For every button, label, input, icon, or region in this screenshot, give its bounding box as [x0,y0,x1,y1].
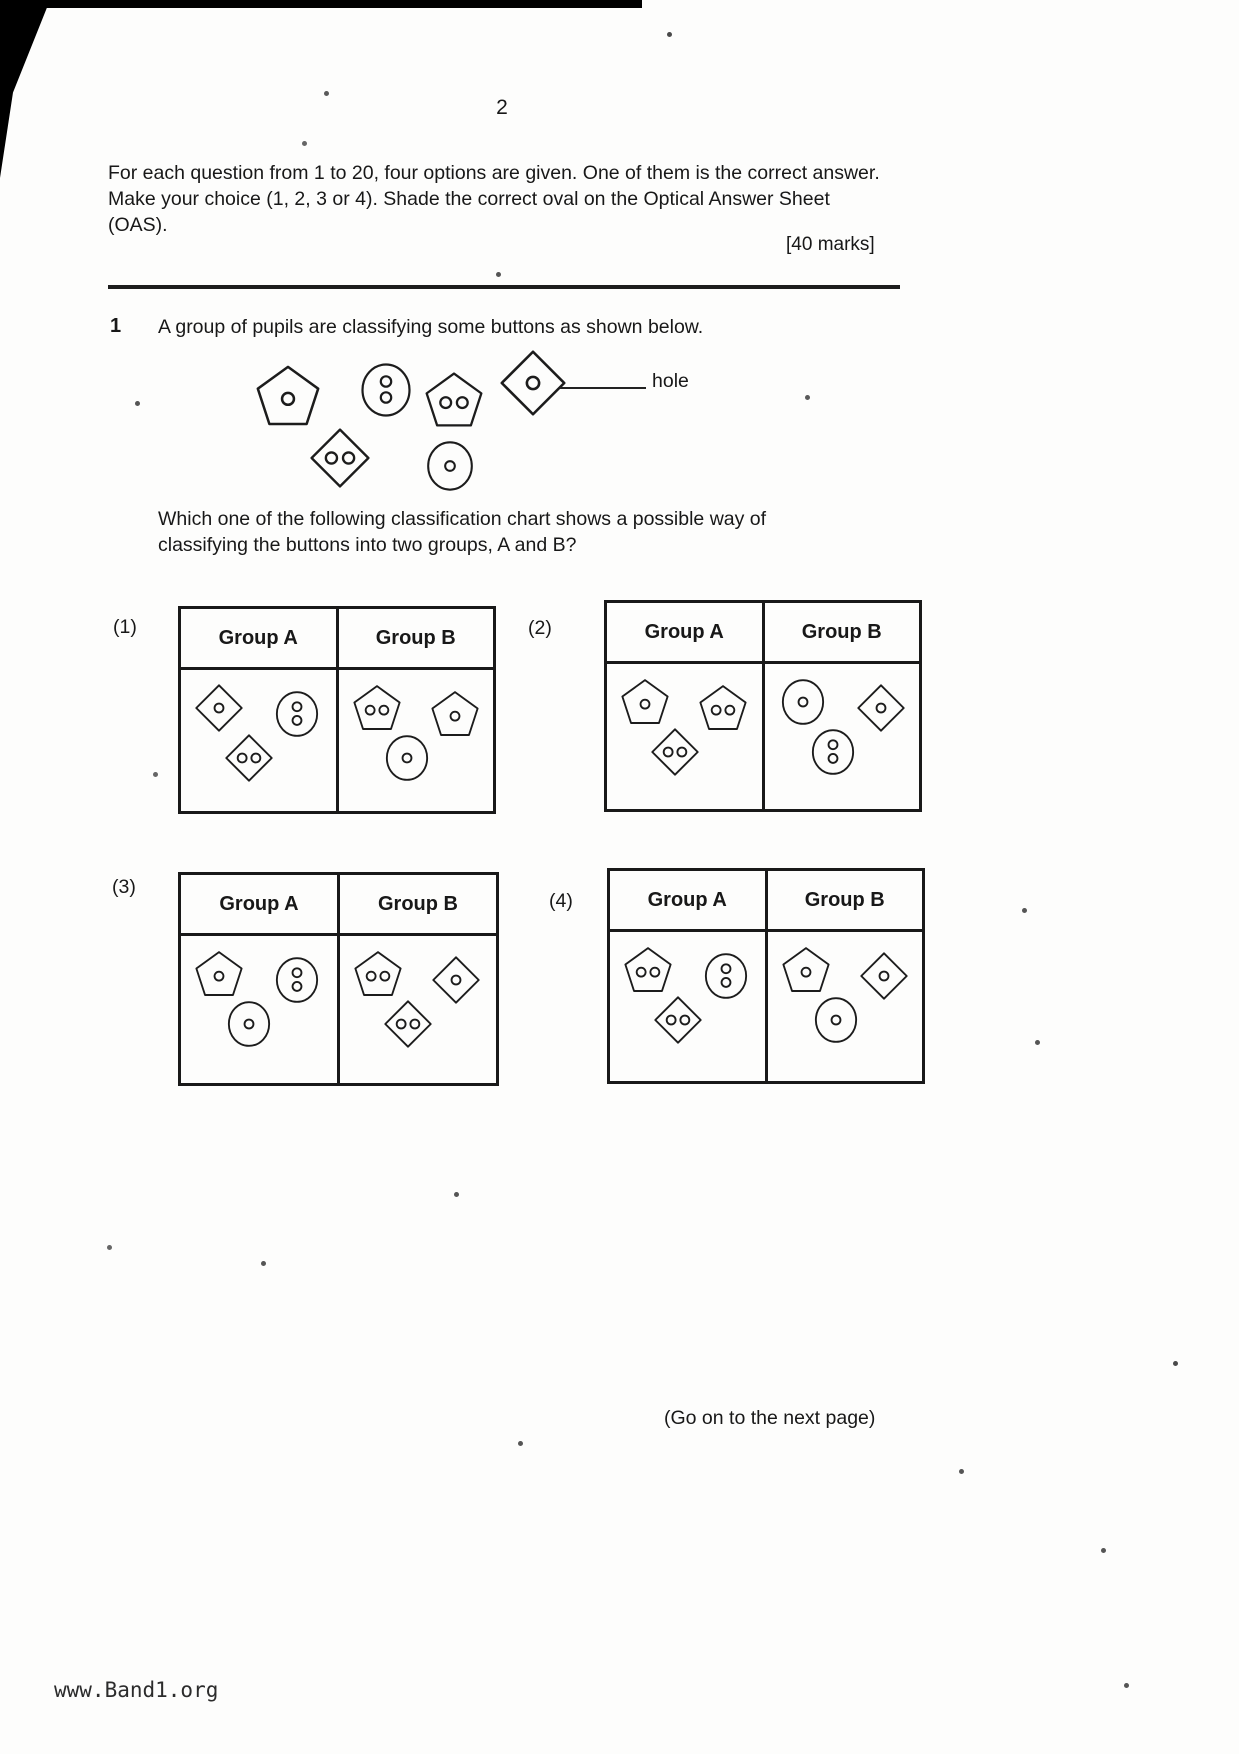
group-a-header: Group A [607,603,765,661]
button-shape [779,678,827,726]
table-body [181,670,493,811]
group-a-cell [181,670,339,811]
group-a-header: Group A [181,609,339,667]
button-shape [195,950,243,998]
group-a-cell [181,936,340,1083]
marks-label: [40 marks] [786,234,875,255]
scan-specks [0,0,3,3]
option-3-table [178,872,499,1086]
scan-artifact-top [0,0,642,8]
button-shape [431,690,479,738]
button-shape [195,684,243,732]
button-shape [654,996,702,1044]
divider-rule [108,285,900,289]
table-header [181,875,496,936]
button-shape [857,684,905,732]
button-shape [809,728,857,776]
button-shape [699,684,747,732]
table-header [181,609,493,670]
watermark-text: www.Band1.org [54,1678,219,1702]
button-shape [353,684,401,732]
group-a-header: Group A [181,875,340,933]
button-shape [354,950,402,998]
button-shape [384,1000,432,1048]
button-shape [383,734,431,782]
group-b-cell [340,936,496,1083]
group-a-cell [610,932,768,1081]
group-b-header: Group B [375,626,456,649]
button-shape [860,952,908,1000]
figure-button-pentagon-2holes [424,371,484,429]
page-number: 2 [496,96,508,119]
group-b-cell [765,664,920,809]
group-b-header: Group B [801,620,882,643]
hole-label: hole [652,370,689,392]
group-b-cell [339,670,494,811]
question-stem: A group of pupils are classifying some buttons as shown below. [158,316,704,338]
button-shape [624,946,672,994]
instructions-text: For each question from 1 to 20, four options are given. One of them is the correct answer. Make your choice (1, 2, 3 or 4). Shade the correct oval on the Optical Answer Sheet (OAS). [108,162,880,237]
group-b-header: Group B [804,888,885,911]
group-a-header: Group A [610,871,768,929]
scan-artifact-corner [0,0,50,178]
hole-callout-line [560,387,646,389]
table-body [610,932,922,1081]
button-shape [702,952,750,1000]
button-shape [782,946,830,994]
button-shape [225,1000,273,1048]
option-4-label: (4) [549,890,573,912]
option-3-label: (3) [112,876,136,898]
figure-button-diamond-2holes [310,428,370,488]
option-2-table [604,600,922,812]
figure-button-diamond-1hole [500,350,566,416]
option-4-table [607,868,925,1084]
group-b-cell [768,932,923,1081]
button-shape [812,996,860,1044]
button-shape [273,690,321,738]
table-header [610,871,922,932]
button-shape [651,728,699,776]
option-2-label: (2) [528,617,552,639]
group-b-header: Group B [378,892,458,915]
button-shape [225,734,273,782]
option-1-label: (1) [113,616,137,638]
button-shape [621,678,669,726]
group-a-cell [607,664,765,809]
option-1-table [178,606,496,814]
figure-button-circle-1hole [424,438,476,494]
next-page-note: (Go on to the next page) [664,1407,876,1429]
button-shape [432,956,480,1004]
figure-button-circle-2holes [358,360,414,420]
table-body [607,664,919,809]
button-shape [273,956,321,1004]
question-number: 1 [110,315,122,337]
question-prompt: Which one of the following classification chart shows a possible way of classifying the buttons into two groups, A and B? [158,508,767,557]
figure-button-pentagon-1hole [256,364,320,428]
table-body [181,936,496,1083]
table-header [607,603,919,664]
